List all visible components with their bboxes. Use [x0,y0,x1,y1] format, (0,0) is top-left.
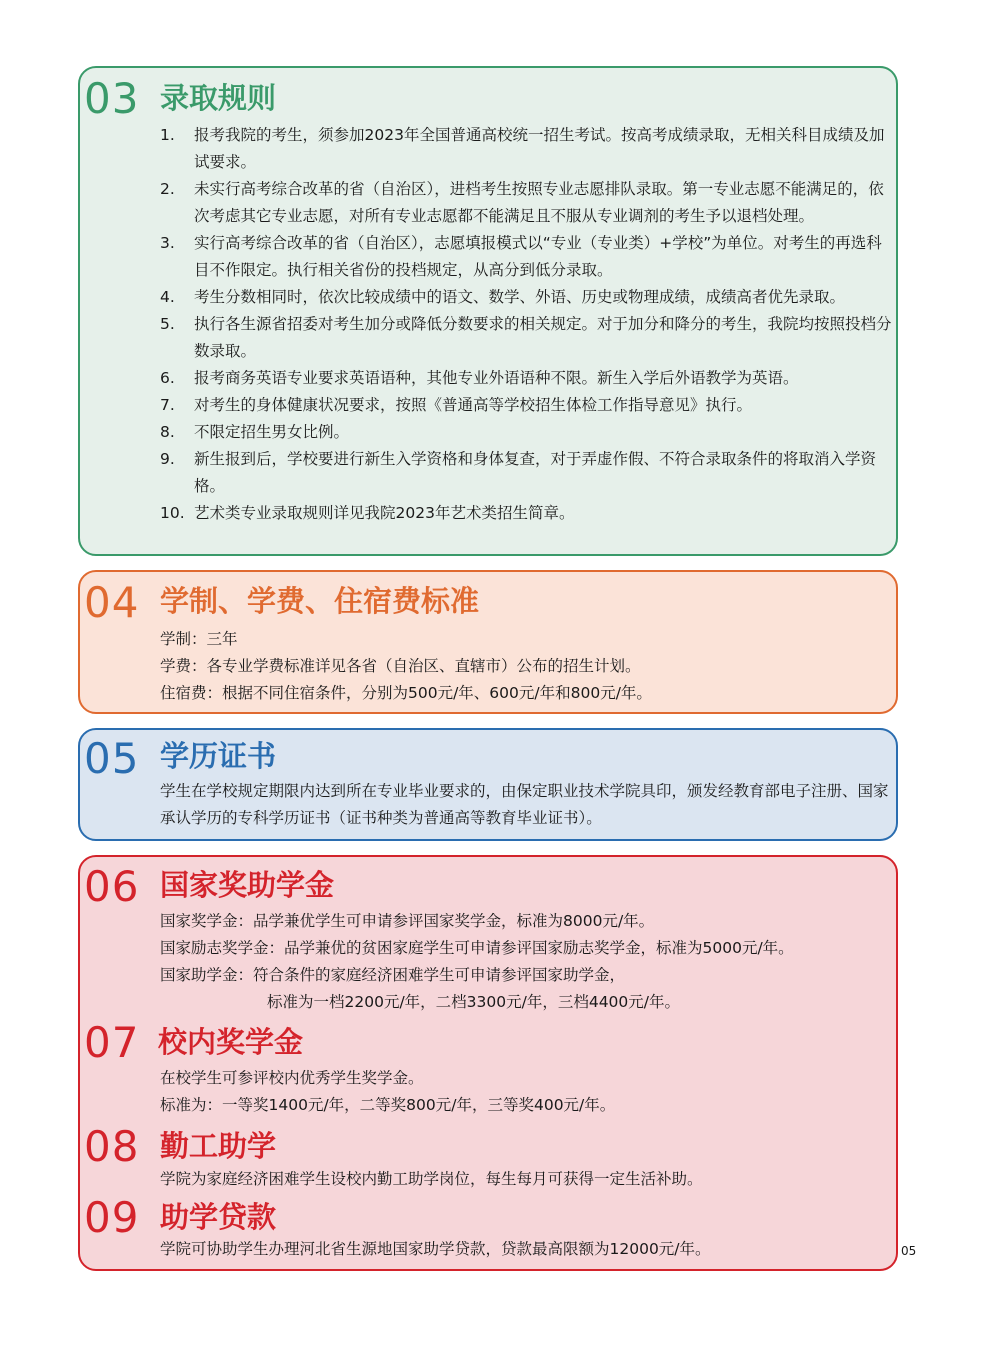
s04-line-1: 学制：三年 [160,630,238,648]
rule-text: 对考生的身体健康状况要求，按照《普通高等学校招生体检工作指导意见》执行。 [194,396,753,414]
rule-number: 6. [160,369,175,387]
rule-number: 9. [160,450,175,468]
rule-text: 报考商务英语专业要求英语语种，其他专业外语语种不限。新生入学后外语教学为英语。 [194,369,799,387]
rule-item [160,500,895,527]
section-03-number: 03 [84,74,140,123]
section-08-title: 勤工助学 [160,1129,277,1163]
section-06-title: 国家奖助学金 [160,868,335,902]
section-03-title: 录取规则 [160,81,277,115]
rule-text: 实行高考综合改革的省（自治区），志愿填报模式以“专业（专业类）+学校”为单位。对考生的再选科目不作限定。执行相关省份的投档规定，从高分到低分录取。 [194,234,882,279]
rule-text: 不限定招生男女比例。 [194,423,350,441]
section-09-title: 助学贷款 [160,1200,277,1234]
rule-number: 7. [160,396,175,414]
rule-text: 新生报到后，学校要进行新生入学资格和身体复查，对于弄虚作假、不符合录取条件的将取消入学资格。 [194,450,877,495]
rule-item [160,230,895,284]
rule-item [160,284,895,311]
rule-text: 执行各生源省招委对考生加分或降低分数要求的相关规定。对于加分和降分的考生，我院均按照投档分数录取。 [194,315,892,360]
rule-item [160,392,895,419]
s07-line-2: 标准为：一等奖1400元/年，二等奖800元/年，三等奖400元/年。 [160,1096,616,1114]
rule-item [160,311,895,365]
s09-text: 学院可协助学生办理河北省生源地国家助学贷款，贷款最高限额为12000元/年。 [160,1240,711,1258]
rule-number: 8. [160,423,175,441]
section-05-title: 学历证书 [160,739,277,773]
s06-line-2: 国家励志奖学金：品学兼优的贫困家庭学生可申请参评国家励志奖学金，标准为5000元/年。 [160,939,794,957]
rule-item [160,419,895,446]
rule-text: 报考我院的考生，须参加2023年全国普通高校统一招生考试。按高考成绩录取，无相关科目成绩及加试要求。 [194,126,885,171]
rule-number: 2. [160,180,175,198]
s08-text: 学院为家庭经济困难学生设校内勤工助学岗位，每生每月可获得一定生活补助。 [160,1170,703,1188]
rule-number: 4. [160,288,175,306]
rule-item [160,365,895,392]
section-08-number: 08 [84,1122,140,1171]
s06-line-4: 标准为一档2200元/年，二档3300元/年，三档4400元/年。 [267,993,681,1011]
section-07-number: 07 [84,1018,140,1067]
rule-number: 10. [160,504,185,522]
section-06-number: 06 [84,862,140,911]
rule-number: 5. [160,315,175,333]
s06-line-3: 国家助学金：符合条件的家庭经济困难学生可申请参评国家助学金， [160,966,626,984]
rule-item [160,176,895,230]
section-05-number: 05 [84,734,140,783]
s05-text: 学生在学校规定期限内达到所在专业毕业要求的，由保定职业技术学院具印，颁发经教育部电子注册、国家承认学历的专科学历证书（证书种类为普通高等教育毕业证书）。 [160,782,889,827]
s07-line-1: 在校学生可参评校内优秀学生奖学金。 [160,1069,424,1087]
rule-item [160,122,895,176]
rule-item [160,446,895,500]
rule-text: 考生分数相同时，依次比较成绩中的语文、数学、外语、历史或物理成绩，成绩高者优先录取。 [194,288,846,306]
section-04-title: 学制、学费、住宿费标准 [160,584,480,618]
admission-rules-list [160,122,895,527]
rule-number: 1. [160,126,175,144]
s04-line-3: 住宿费：根据不同住宿条件，分别为500元/年、600元/年和800元/年。 [160,684,652,702]
section-04-number: 04 [84,578,140,627]
rule-text: 未实行高考综合改革的省（自治区），进档考生按照专业志愿排队录取。第一专业志愿不能满足的，依次考虑其它专业志愿，对所有专业志愿都不能满足且不服从专业调剂的考生予以退档处理。 [194,180,884,225]
page-number: 05 [901,1244,917,1258]
section-07-title: 校内奖学金 [158,1025,304,1059]
rule-text: 艺术类专业录取规则详见我院2023年艺术类招生简章。 [194,504,575,522]
s04-line-2: 学费：各专业学费标准详见各省（自治区、直辖市）公布的招生计划。 [160,657,641,675]
section-09-number: 09 [84,1193,140,1242]
rule-number: 3. [160,234,175,252]
s06-line-1: 国家奖学金：品学兼优学生可申请参评国家奖学金，标准为8000元/年。 [160,912,655,930]
